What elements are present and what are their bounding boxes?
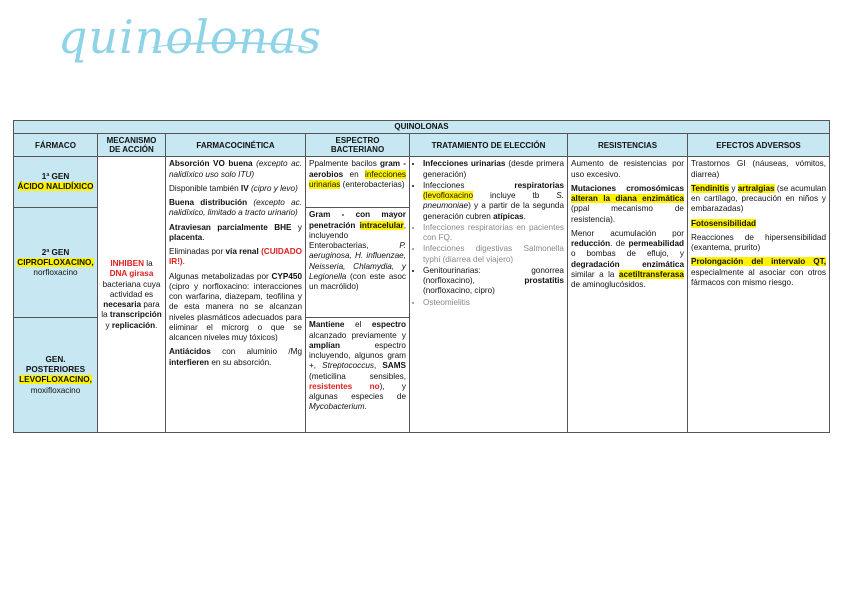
treatment-cell bbox=[410, 157, 568, 433]
resistance-cell: Aumento de resistencias por uso excesivo. Mutaciones cromosómicas alteran la diana enzimática (ppal mecanismo de resistencia). Menor acumulación por reducción. de permeabilidad o bombas de eflujo, y degradación enzimática similar a la acetiltransferasa de aminoglucósidos. bbox=[568, 157, 688, 433]
header-espectro: ESPECTRO BACTERIANO bbox=[306, 134, 410, 157]
treatment-item: • Infecciones urinarias (desde primera generación) bbox=[423, 159, 564, 180]
mechanism-cell: INHIBEN la DNA girasa bacteriana cuya actividad es necesaria para la transcripción y replicación. bbox=[98, 157, 166, 433]
gen-2-drug: CIPROFLOXACINO, bbox=[17, 257, 94, 267]
mechanism-dna-girasa: DNA girasa bbox=[109, 269, 154, 279]
header-farmaco: FÁRMACO bbox=[14, 134, 98, 157]
pharmacokinetics-cell: Absorción VO buena (excepto ac. nalidíxico uso solo ITU) Disponible también IV (cipro y levo) Buena distribución (excepto ac. nalidíxico, limitado a tracto urinario) Atraviesan parcialmente BHE y placenta. Eliminadas por vía renal (CUIDADO IR!). Algunas metabolizadas por CYP450 (cipro y norfloxacino: interacciones con warfarina, diazepam, teofilina y de esta manera no se alcanzan niveles plasmáticos adecuados para eliminar el microrg o que se alcancen niveles muy tóxicos) Antiácidos con aluminio /Mg interfieren en su absorción. bbox=[166, 157, 306, 433]
gen-2-others: norfloxacino bbox=[33, 268, 78, 277]
header-resistencias: RESISTENCIAS bbox=[568, 134, 688, 157]
header-tratamiento: TRATAMIENTO DE ELECCIÓN bbox=[410, 134, 568, 157]
header-farmacocinetica: FARMACOCINÉTICA bbox=[166, 134, 306, 157]
spectrum-gen-2: Gram - con mayor penetración intracelular, incluyendo Enterobacterias, P. aeruginosa, H. influenzae, Neisseria, Chlamydia, y Legionella (con este asoc un macrólido) bbox=[306, 208, 410, 318]
treatment-item: • Genitourinarias: gonorrea (norfloxacino), prostatitis (norfloxacino, cipro) bbox=[423, 266, 564, 297]
header-mecanismo: MECANISMO DE ACCIÓN bbox=[98, 134, 166, 157]
gen-2-cell bbox=[14, 208, 98, 318]
gen-1-drug: ÁCIDO NALIDÍXICO bbox=[17, 182, 94, 192]
treatment-item: • Infecciones digestivas Salmonella typhi (diarrea del viajero) bbox=[423, 244, 564, 265]
gen-3-others: moxifloxacino bbox=[30, 385, 81, 395]
header-efectos: EFECTOS ADVERSOS bbox=[688, 134, 830, 157]
gen-1-cell bbox=[14, 157, 98, 208]
gen-3-drug: LEVOFLOXACINO, bbox=[19, 375, 92, 385]
gen-3-label: GEN. POSTERIORES bbox=[25, 354, 86, 375]
spectrum-gen-3: Mantiene el espectro alcanzado previamente y amplían espectro incluyendo, algunos gram +, Streptococcus, SAMS (meticilina sensibles, resistentes no), y algunas especies de Mycobacterium. bbox=[306, 318, 410, 433]
treatment-item: • Osteomielitis bbox=[423, 298, 564, 308]
adverse-effects-cell: Trastornos GI (náuseas, vómitos, diarrea) Tendinitis y artralgias (se acumulan en cartílago, precaución en niños y embarazadas) Fotosensibilidad Reacciones de hipersensibilidad (exantema, prurito) Prolongación del intervalo QT, especialmente al asociar con otros fármacos con mismo riesgo. bbox=[688, 157, 830, 433]
table-title: QUINOLONAS bbox=[14, 121, 830, 134]
gen-1-label: 1ª GEN bbox=[41, 172, 70, 182]
treatment-item: • Infecciones respiratorias (levofloxacino incluye tb S. pneumoniae) y a partir de la segunda generación cubren atípicas. bbox=[423, 181, 564, 222]
treatment-item: • Infecciones respiratorias en pacientes con FQ. bbox=[423, 223, 564, 244]
quinolonas-table bbox=[13, 120, 830, 433]
spectrum-gen-1: Ppalmente bacilos gram - aerobios en infecciones urinarias (enterobacterias) bbox=[306, 157, 410, 208]
gen-2-label: 2ª GEN bbox=[41, 247, 70, 257]
gen-3-cell bbox=[14, 318, 98, 433]
page-title: quinolonas bbox=[58, 10, 323, 64]
title-underline-swash bbox=[150, 42, 310, 56]
mechanism-inhiben: INHIBEN bbox=[110, 259, 144, 268]
